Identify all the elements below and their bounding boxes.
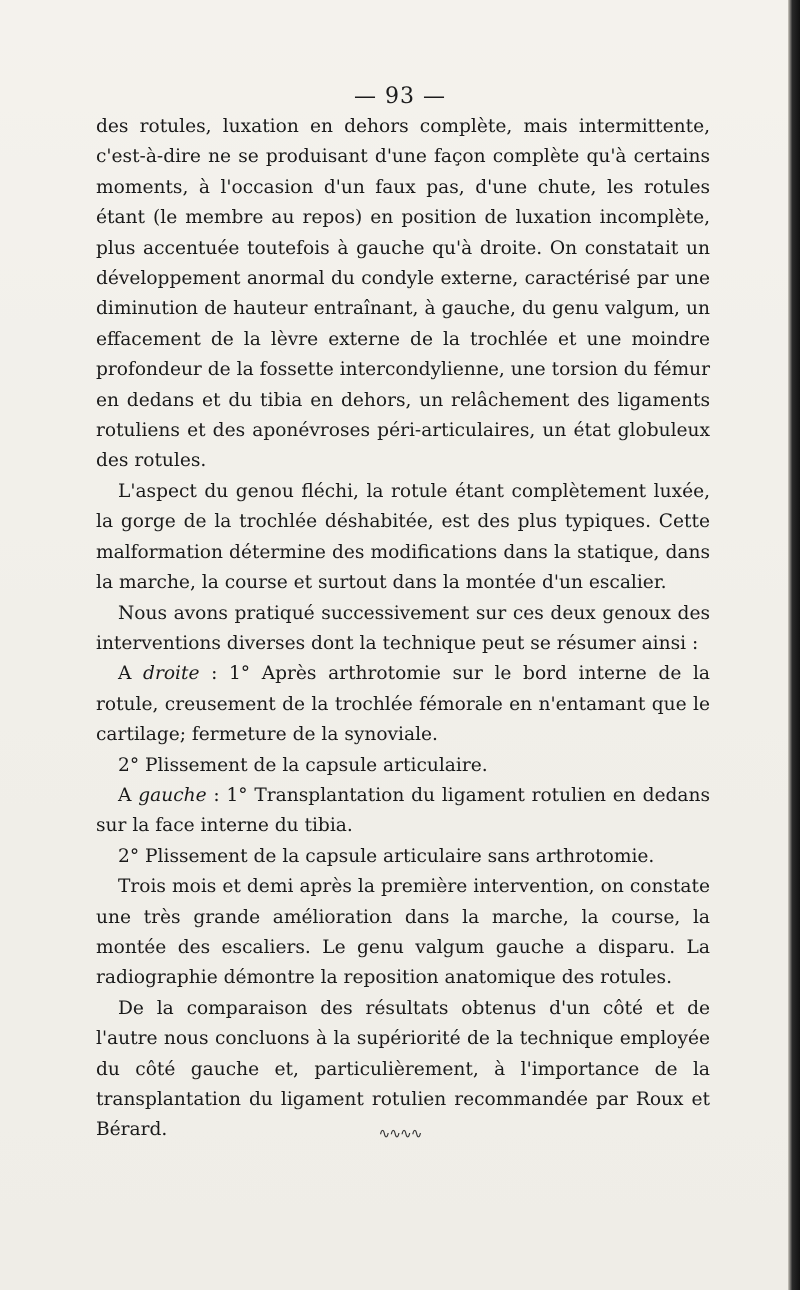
body-text [96, 112, 710, 1146]
paragraph: Nous avons pratiqué successivement sur ces deux genoux des interventions diverses dont la technique peut se résumer ainsi : [96, 602, 710, 654]
paragraph-prefix: A [118, 663, 144, 685]
paragraph-a-droite [96, 659, 710, 750]
paragraph: De la comparaison des résultats obtenus d'un côté et de l'autre nous concluons à la supériorité de la technique employée du côté gauche et, particulièrement, à l'importance de la transplantation du ligament rotulien recommandée par Roux et Bérard. [96, 997, 710, 1141]
paragraph: L'aspect du genou fléchi, la rotule étant complètement luxée, la gorge de la trochlée déshabitée, est des plus typiques. Cette malformation détermine des modifications dans la statique, dans la marche, la course et surtout dans la montée d'un escalier. [96, 480, 710, 594]
paragraph: 2° Plissement de la capsule articulaire sans arthrotomie. [118, 845, 655, 867]
paragraph: 2° Plissement de la capsule articulaire. [118, 754, 488, 776]
paragraph-prefix: A [118, 784, 139, 806]
italic-term: gauche [138, 784, 207, 806]
paragraph: des rotules, luxation en dehors complète, mais intermittente, c'est-à-dire ne se produisant d'une façon complète qu'à certains moments, à l'occasion d'un faux pas, d'une chute, les rotules étant (le membre au repos) en position de luxation incomplète, plus accentuée toutefois à gauche qu'à droite. On constatait un développement anormal du condyle externe, caractérisé par une diminution de hauteur entraînant, à gauche, du genu valgum, un effacement de la lèvre externe de la trochlée et une moindre profondeur de la fossette intercondylienne, une torsion du fémur en dedans et du tibia en dehors, un relâchement des ligaments rotuliens et des aponévroses péri-articulaires, un état globuleux des rotules. [96, 116, 710, 472]
paragraph-rest: : 1° Transplantation du ligament rotulien en dedans sur la face interne du tibia. [96, 784, 710, 837]
page-number: — 93 — [354, 84, 446, 109]
italic-term: droite [143, 663, 200, 685]
paragraph: Trois mois et demi après la première intervention, on constate une très grande amélioration dans la marche, la course, la montée des escaliers. Le genu valgum gauche a disparu. La radiographie démontre la reposition anatomique des rotules. [96, 876, 710, 989]
paragraph-a-gauche [96, 781, 710, 842]
paragraph-rest: : 1° Après arthrotomie sur le bord interne de la rotule, creusement de la trochlée fémorale en n'entamant que le cartilage; fermeture de la synoviale. [96, 663, 710, 746]
end-ornament: ∿∿∿∿ [378, 1126, 422, 1142]
binding-edge [788, 0, 800, 1290]
